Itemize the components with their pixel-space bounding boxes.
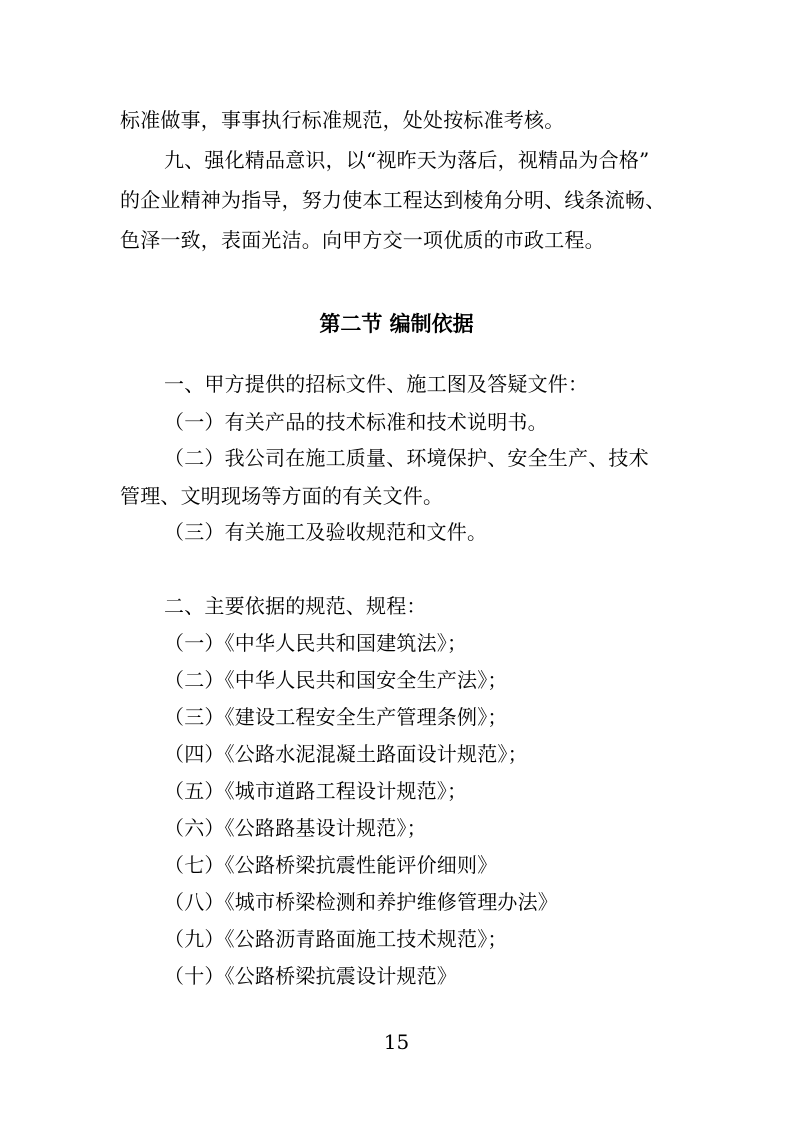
intro-line-2: 九、强化精品意识，以“视昨天为落后，视精品为合格” [164,148,650,172]
standards-item: （四）《公路水泥混凝土路面设计规范》； [164,742,528,766]
basis-heading: 一、甲方提供的招标文件、施工图及答疑文件： [164,372,589,396]
basis-item-2-line-1: （二）我公司在施工质量、环境保护、安全生产、技术 [164,446,649,470]
standards-item: （九）《公路沥青路面施工技术规范》； [164,927,508,951]
section-title: 第二节 编制依据 [319,311,474,336]
standards-item: （三）《建设工程安全生产管理条例》； [164,705,508,729]
intro-line-3: 的企业精神为指导，努力使本工程达到棱角分明、线条流畅、 [120,188,666,212]
standards-item: （一）《中华人民共和国建筑法》； [164,631,468,655]
standards-item: （十）《公路桥梁抗震设计规范》 [164,964,457,988]
intro-line-1: 标准做事，事事执行标准规范，处处按标准考核。 [120,108,565,132]
basis-item-2-line-2: 管理、文明现场等方面的有关文件。 [120,484,444,508]
standards-item: （六）《公路路基设计规范》； [164,816,427,840]
basis-item-1: （一）有关产品的技术标准和技术说明书。 [164,410,548,434]
standards-item: （八）《城市桥梁检测和养护维修管理办法》 [164,890,558,914]
standards-item: （二）《中华人民共和国安全生产法》； [164,668,508,692]
basis-item-3: （三）有关施工及验收规范和文件。 [164,520,488,544]
standards-item: （七）《公路桥梁抗震性能评价细则》 [164,853,498,877]
page-number: 15 [383,1030,410,1054]
intro-line-4: 色泽一致，表面光洁。向甲方交一项优质的市政工程。 [120,228,605,252]
standards-item: （五）《城市道路工程设计规范》； [164,779,468,803]
standards-heading: 二、主要依据的规范、规程： [164,594,427,618]
